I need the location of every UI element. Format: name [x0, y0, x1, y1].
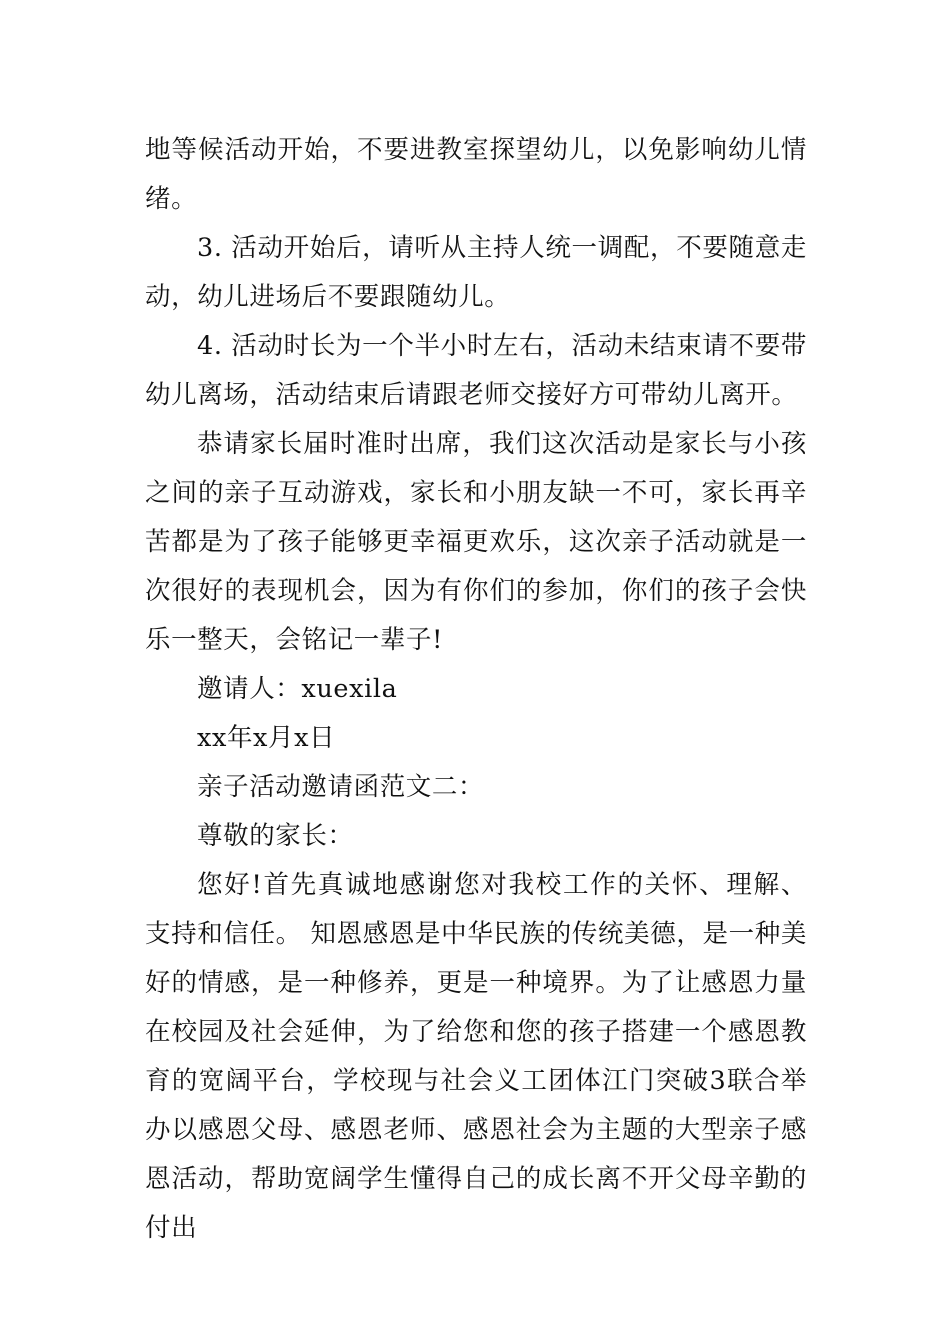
document-page: [145, 126, 807, 1253]
salutation: 尊敬的家长：: [197, 821, 354, 851]
section-heading: 亲子活动邀请函范文二：: [197, 772, 485, 802]
paragraph-item-3: 3. 活动开始后，请听从主持人统一调配，不要随意走动，幼儿进场后不要跟随幼儿。: [145, 233, 807, 312]
paragraph-item-4: 4. 活动时长为一个半小时左右，活动未结束请不要带幼儿离场，活动结束后请跟老师交接好方可带幼儿离开。: [145, 331, 807, 410]
paragraph-invitation-closing: 恭请家长届时准时出席，我们这次活动是家长与小孩之间的亲子互动游戏，家长和小朋友缺一不可，家长再辛苦都是为了孩子能够更幸福更欢乐，这次亲子活动就是一次很好的表现机会，因为有你们的参加，你们的孩子会快乐一整天，会铭记一辈子!: [145, 429, 807, 655]
paragraph-continuation: 地等候活动开始，不要进教室探望幼儿，以免影响幼儿情绪。: [145, 135, 807, 214]
inviter-line: 邀请人：xuexila: [197, 674, 398, 704]
date-line: xx年x月x日: [197, 723, 336, 753]
paragraph-body: 您好!首先真诚地感谢您对我校工作的关怀、理解、支持和信任。 知恩感恩是中华民族的传统美德，是一种美好的情感，是一种修养，更是一种境界。为了让感恩力量在校园及社会延伸，为了给您和您的孩子搭建一个感恩教育的宽阔平台，学校现与社会义工团体江门突破3联合举办以感恩父母、感恩老师、感恩社会为主题的大型亲子感恩活动，帮助宽阔学生懂得自己的成长离不开父母辛勤的付出: [145, 870, 807, 1243]
